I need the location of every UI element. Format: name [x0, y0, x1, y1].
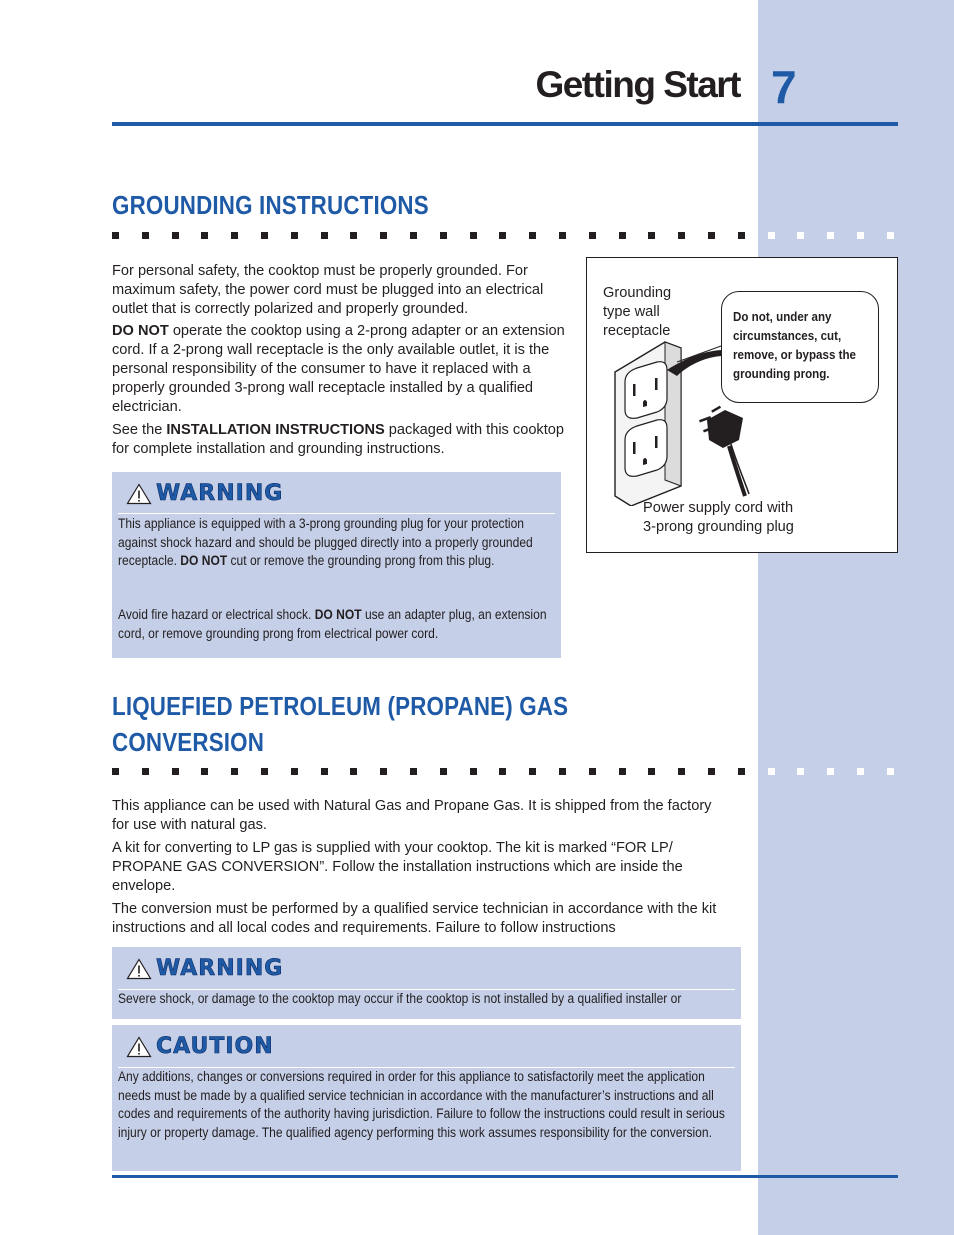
divider-dot: [529, 768, 536, 775]
grounding-paragraph-3-text: packaged with this cooktop for complete installation and grounding instructions.: [112, 422, 565, 457]
grounding-paragraph-3: [112, 421, 568, 459]
divider-dot: [350, 232, 357, 239]
caution-label: CAUTION: [156, 1034, 274, 1059]
divider-dot: [201, 768, 208, 775]
warning-do-not-2: DO NOT: [314, 607, 362, 622]
divider-dot: [797, 768, 804, 775]
divider-dot: [261, 768, 268, 775]
divider-dot: [350, 768, 357, 775]
warning-rule: [118, 513, 555, 514]
divider-dot: [738, 768, 745, 775]
divider-dot: [827, 232, 834, 239]
lp-warning-box: [112, 947, 741, 1019]
warning-text-1: [118, 515, 555, 571]
lp-paragraph-1: This appliance can be used with Natural Gas and Propane Gas. It is shipped from the factory for use with natural gas.: [112, 798, 712, 833]
warning-text-2b: use an adapter plug, an extension cord, or remove grounding prong from electrical power cord.: [118, 607, 547, 641]
section-divider-dots: [112, 768, 902, 776]
divider-dot: [768, 768, 775, 775]
installation-instructions-emphasis: INSTALLATION INSTRUCTIONS: [166, 422, 385, 438]
caution-heading: [126, 1034, 274, 1059]
divider-dot: [261, 232, 268, 239]
grounding-paragraph-2-text: operate the cooktop using a 2-prong adapter or an extension cord. If a 2-prong wall receptacle is the only available outlet, it is the personal responsibility of the consumer to have it replaced with a properly grounded 3-prong wall receptacle installed by a qualified electrician.: [112, 323, 565, 415]
lp-title-line-1: LIQUEFIED PETROLEUM (PROPANE) GAS: [112, 691, 569, 721]
warning-triangle-icon: [126, 958, 152, 980]
caution-text: Any additions, changes or conversions required in order for this appliance to satisfactorily meet the application needs must be made by a qualified service technician in accordance with the manufacturer’s instructions and all codes and requirements of the authority having jurisdiction. Failure to follow the instructions could result in serious injury or property damage. The qualified agency performing this work assumes responsibility for the conversion.: [118, 1069, 725, 1141]
divider-dot: [708, 768, 715, 775]
warning-text-1a: This appliance is equipped with a 3-prong grounding plug for your protection against shock hazard and should be plugged directly into a properly grounded receptacle.: [118, 516, 533, 569]
do-not-emphasis: DO NOT: [112, 323, 169, 339]
divider-dot: [529, 232, 536, 239]
divider-dot: [857, 768, 864, 775]
grounding-warning-box: [112, 472, 561, 658]
divider-dot: [142, 768, 149, 775]
lp-paragraph-2: A kit for converting to LP gas is supplied with your cooktop. The kit is marked “FOR LP/ PROPANE GAS CONVERSION”. Follow the installation instructions which are inside the envelope.: [112, 840, 683, 894]
divider-dot: [768, 232, 775, 239]
callout-pointer: [667, 328, 727, 368]
divider-dot: [619, 232, 626, 239]
divider-dot: [321, 232, 328, 239]
divider-dot: [708, 232, 715, 239]
divider-dot: [440, 232, 447, 239]
divider-dot: [470, 768, 477, 775]
grounding-figure: [586, 257, 898, 553]
warning-text-2a: Avoid fire hazard or electrical shock.: [118, 607, 315, 622]
divider-dot: [678, 232, 685, 239]
callout-text: Do not, under any circumstances, cut, remove, or bypass the grounding prong.: [733, 310, 856, 381]
divider-dot: [648, 232, 655, 239]
divider-dot: [291, 232, 298, 239]
warning-do-not-1: DO NOT: [180, 553, 228, 569]
divider-dot: [172, 768, 179, 775]
grounding-paragraph-1: For personal safety, the cooktop must be properly grounded. For maximum safety, the power cord must be plugged into an electrical outlet that is correctly polarized and properly grounded.: [112, 263, 544, 317]
divider-dot: [470, 232, 477, 239]
divider-dot: [380, 768, 387, 775]
divider-dot: [738, 232, 745, 239]
divider-dot: [499, 768, 506, 775]
warning-triangle-icon: [126, 1036, 152, 1058]
divider-dot: [827, 768, 834, 775]
divider-dot: [559, 232, 566, 239]
divider-dot: [589, 232, 596, 239]
divider-dot: [499, 232, 506, 239]
footer-rule: [112, 1175, 898, 1178]
warning-triangle-icon: [126, 483, 152, 505]
divider-dot: [142, 232, 149, 239]
divider-dot: [201, 232, 208, 239]
divider-dot: [440, 768, 447, 775]
warning-text-1b: cut or remove the grounding prong from this plug.: [227, 553, 495, 569]
divider-dot: [112, 768, 119, 775]
divider-dot: [559, 768, 566, 775]
cord-label: Power supply cord with 3-prong grounding plug: [643, 500, 794, 535]
lp-paragraph-3: The conversion must be performed by a qualified service technician in accordance with the kit instructions and all local codes and requirements. Failure to follow instructions: [112, 901, 717, 936]
divider-dot: [231, 232, 238, 239]
divider-dot: [619, 768, 626, 775]
lp-title-line-2: CONVERSION: [112, 727, 265, 757]
divider-dot: [648, 768, 655, 775]
header-rule: [112, 122, 898, 126]
divider-dot: [887, 768, 894, 775]
warning-label: WARNING: [156, 481, 284, 506]
divider-dot: [887, 232, 894, 239]
divider-dot: [589, 768, 596, 775]
divider-dot: [172, 232, 179, 239]
divider-dot: [380, 232, 387, 239]
divider-dot: [797, 232, 804, 239]
page-title: Getting Start: [535, 64, 740, 105]
callout-bubble: [721, 291, 879, 403]
divider-dot: [231, 768, 238, 775]
grounding-section-title: GROUNDING INSTRUCTIONS: [112, 190, 429, 220]
page-number: 7: [771, 61, 797, 113]
section-divider-dots: [112, 232, 902, 240]
warning-label: WARNING: [156, 956, 284, 981]
side-band: [758, 0, 954, 1235]
caution-box: [112, 1025, 741, 1171]
lp-warning-text: Severe shock, or damage to the cooktop may occur if the cooktop is not installed by a qualified installer or: [118, 991, 682, 1006]
grounding-paragraph-2: [112, 322, 568, 417]
receptacle-label: Grounding type wall receptacle: [603, 285, 672, 339]
lp-section-title: [112, 688, 568, 760]
divider-dot: [291, 768, 298, 775]
divider-dot: [112, 232, 119, 239]
warning-heading: [126, 481, 283, 506]
divider-dot: [410, 768, 417, 775]
divider-dot: [321, 768, 328, 775]
warning-heading: [126, 956, 283, 981]
divider-dot: [410, 232, 417, 239]
divider-dot: [678, 768, 685, 775]
see-the-text: See the: [112, 422, 167, 438]
divider-dot: [857, 232, 864, 239]
warning-text-2: [118, 606, 555, 643]
